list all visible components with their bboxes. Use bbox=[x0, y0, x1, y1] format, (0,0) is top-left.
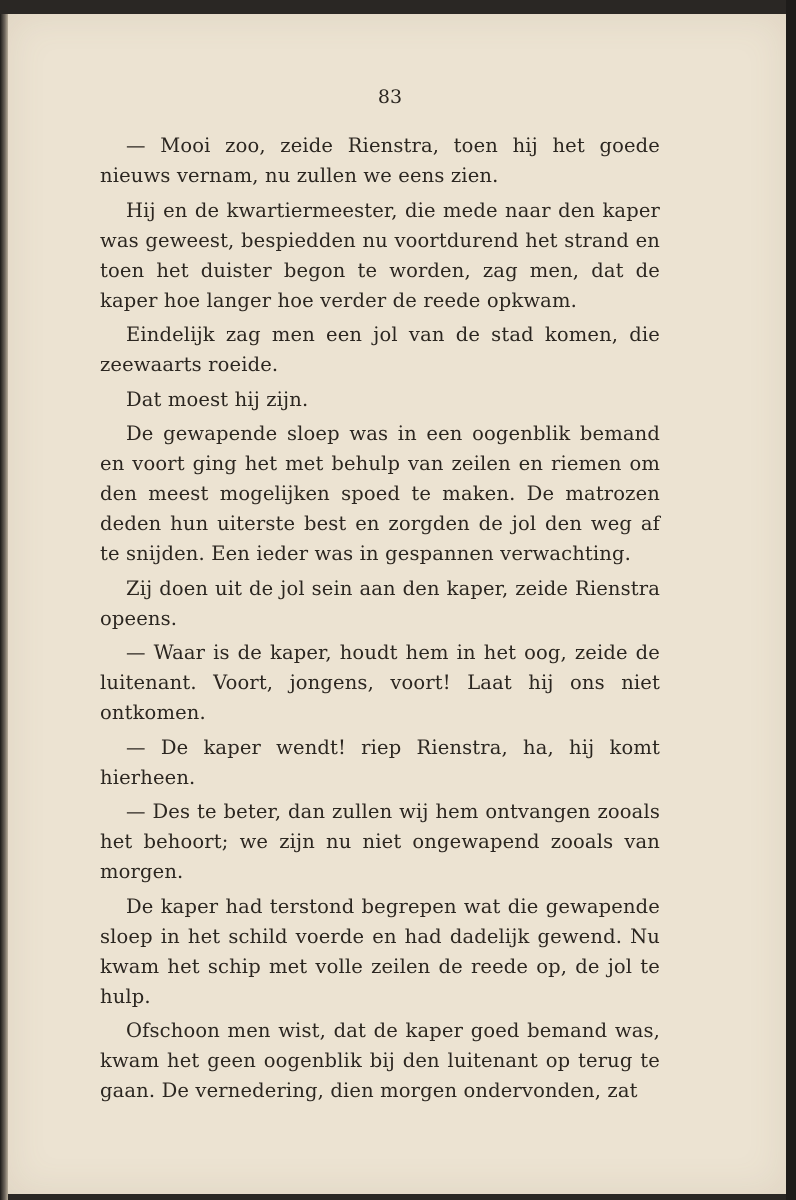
paragraph: — Mooi zoo, zeide Rienstra, toen hij het goede nieuws vernam, nu zullen we eens zien. bbox=[100, 134, 660, 187]
page-number: 83 bbox=[377, 86, 403, 108]
paragraph: Eindelijk zag men een jol van de stad komen, die zeewaarts roeide. bbox=[100, 323, 660, 376]
scan-top-edge bbox=[0, 0, 796, 14]
book-binding-edge bbox=[0, 14, 8, 1200]
paragraph: — De kaper wendt! riep Rienstra, ha, hij komt hierheen. bbox=[100, 735, 660, 789]
paragraph: Dat moest hij zijn. bbox=[126, 387, 309, 411]
paragraph: Hij en de kwartiermeester, die mede naar den kaper was geweest, bespiedden nu voortdurend het strand en toen het duister begon te worden, zag men, dat de kaper hoe langer hoe verder de reede opkwam. bbox=[100, 198, 660, 312]
paragraph: De gewapende sloep was in een oogenblik bemand en voort ging het met behulp van zeilen en riemen om den meest mogelijken spoed te maken. De matrozen deden hun uiterste best en zorgden de jol den weg af te snijden. Een ieder was in gespannen verwachting. bbox=[100, 422, 660, 565]
paragraph: Zij doen uit de jol sein aan den kaper, zeide Rienstra opeens. bbox=[100, 576, 660, 630]
page-body-text bbox=[100, 131, 660, 1111]
paragraph: — Des te beter, dan zullen wij hem ontvangen zooals het behoort; we zijn nu niet ongewapend zooals van morgen. bbox=[100, 800, 660, 883]
paragraph: — Waar is de kaper, houdt hem in het oog, zeide de luitenant. Voort, jongens, voort! Laat hij ons niet ontkomen. bbox=[100, 641, 660, 724]
scan-right-edge bbox=[786, 0, 796, 1200]
paragraph: De kaper had terstond begrepen wat die gewapende sloep in het schild voerde en had dadelijk gewend. Nu kwam het schip met volle zeilen de reede op, de jol te hulp. bbox=[100, 894, 660, 1008]
paragraph: Ofschoon men wist, dat de kaper goed bemand was, kwam het geen oogenblik bij den luitenant op terug te gaan. De vernedering, dien morgen ondervonden, zat bbox=[100, 1019, 660, 1102]
